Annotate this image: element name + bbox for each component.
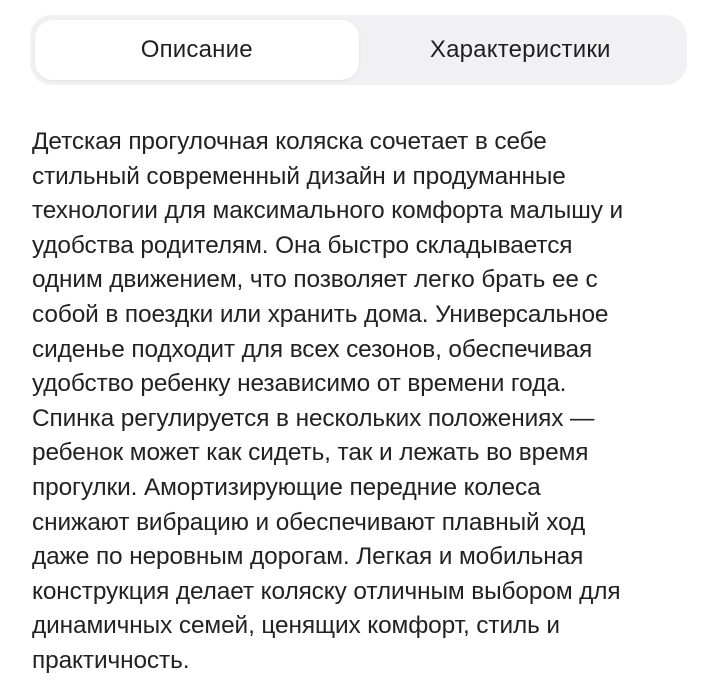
description-line: ребенок может как сидеть, так и лежать во время — [32, 439, 589, 467]
description-line: прогулки. Амортизирующие передние колеса — [32, 473, 541, 501]
description-line: конструкция делает коляску отличным выбором для — [32, 577, 621, 605]
description-line: снижают вибрацию и обеспечивают плавный ход — [32, 508, 586, 536]
description-line: удобство ребенку независимо от времени года. — [32, 370, 567, 398]
tab-specifications[interactable]: Характеристики — [429, 36, 611, 63]
description-line: Спинка регулируется в нескольких положениях — — [32, 404, 595, 432]
description-line: сиденье подходит для всех сезонов, обеспечивая — [32, 335, 593, 363]
description-line: технологии для максимального комфорта малышу и — [32, 197, 624, 225]
description-line: даже по неровным дорогам. Легкая и мобильная — [32, 543, 584, 571]
description-line: одним движением, что позволяет легко брать ее с — [32, 266, 598, 294]
tab-description[interactable]: Описание — [35, 20, 359, 80]
description-line: Детская прогулочная коляска сочетает в себе — [32, 128, 547, 155]
description-line: практичность. — [32, 646, 190, 674]
description-line: собой в поездки или хранить дома. Универсальное — [32, 300, 609, 328]
description-line: стильный современный дизайн и продуманные — [32, 162, 566, 190]
description-line: удобства родителям. Она быстро складывается — [32, 231, 573, 259]
description-line: динамичных семей, ценящих комфорт, стиль и — [32, 612, 560, 640]
tab-bar — [30, 15, 687, 85]
product-description — [32, 125, 694, 679]
